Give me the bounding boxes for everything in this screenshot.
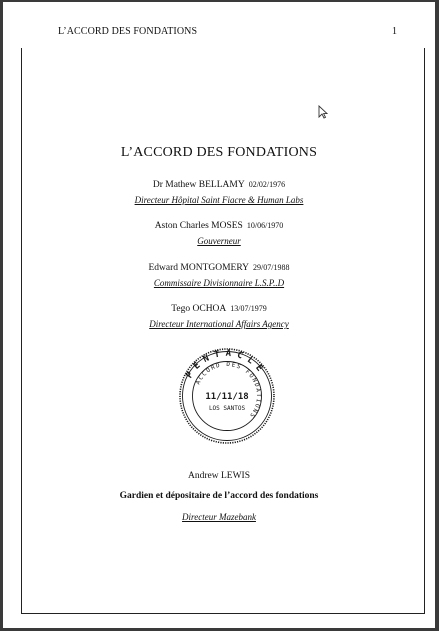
signatory-name: Tego OCHOA [171,304,227,314]
signatory-name: Dr Mathew BELLAMY [152,180,245,190]
stamp-location: LOS SANTOS [208,405,246,412]
signatory-role: Gouverneur [197,236,241,246]
signatory-date: 29/07/1988 [253,263,290,272]
guardian-name: Andrew LEWIS [188,471,250,481]
stamp-outer-text: PENTACLE [184,348,268,381]
signatory-date: 10/06/1970 [246,221,284,230]
stamp-date: 11/11/18 [205,392,249,402]
signatory-role: Directeur Hôpital Saint Fiacre & Human Labs [134,195,304,205]
stamp-inner-text: ACCORD DES FONDATIONS [194,360,263,420]
signatory-role: Commissaire Divisionnaire L.S.P..D [153,278,285,288]
signatory-1 [3,174,435,192]
mouse-cursor-icon [318,105,328,119]
signatory-4 [3,298,435,316]
document-page [3,2,435,628]
signatory-3 [3,257,435,275]
guardian-title: Gardien et dépositaire de l’accord des fondations [119,491,319,501]
signatory-2 [3,215,435,233]
signatory-date: 02/02/1976 [248,180,286,189]
signatory-name: Edward MONTGOMERY [148,263,250,273]
page-border [21,48,425,614]
signatory-name: Aston Charles MOSES [154,221,243,231]
guardian-role: Directeur Mazebank [182,512,256,522]
page-number: 1 [392,26,397,37]
header-title: L’ACCORD DES FONDATIONS [58,26,198,37]
document-title: L’ACCORD DES FONDATIONS [120,145,318,160]
signatory-role: Directeur International Affairs Agency [149,319,289,329]
signatory-date: 13/07/1979 [230,304,267,313]
official-stamp [177,346,277,446]
